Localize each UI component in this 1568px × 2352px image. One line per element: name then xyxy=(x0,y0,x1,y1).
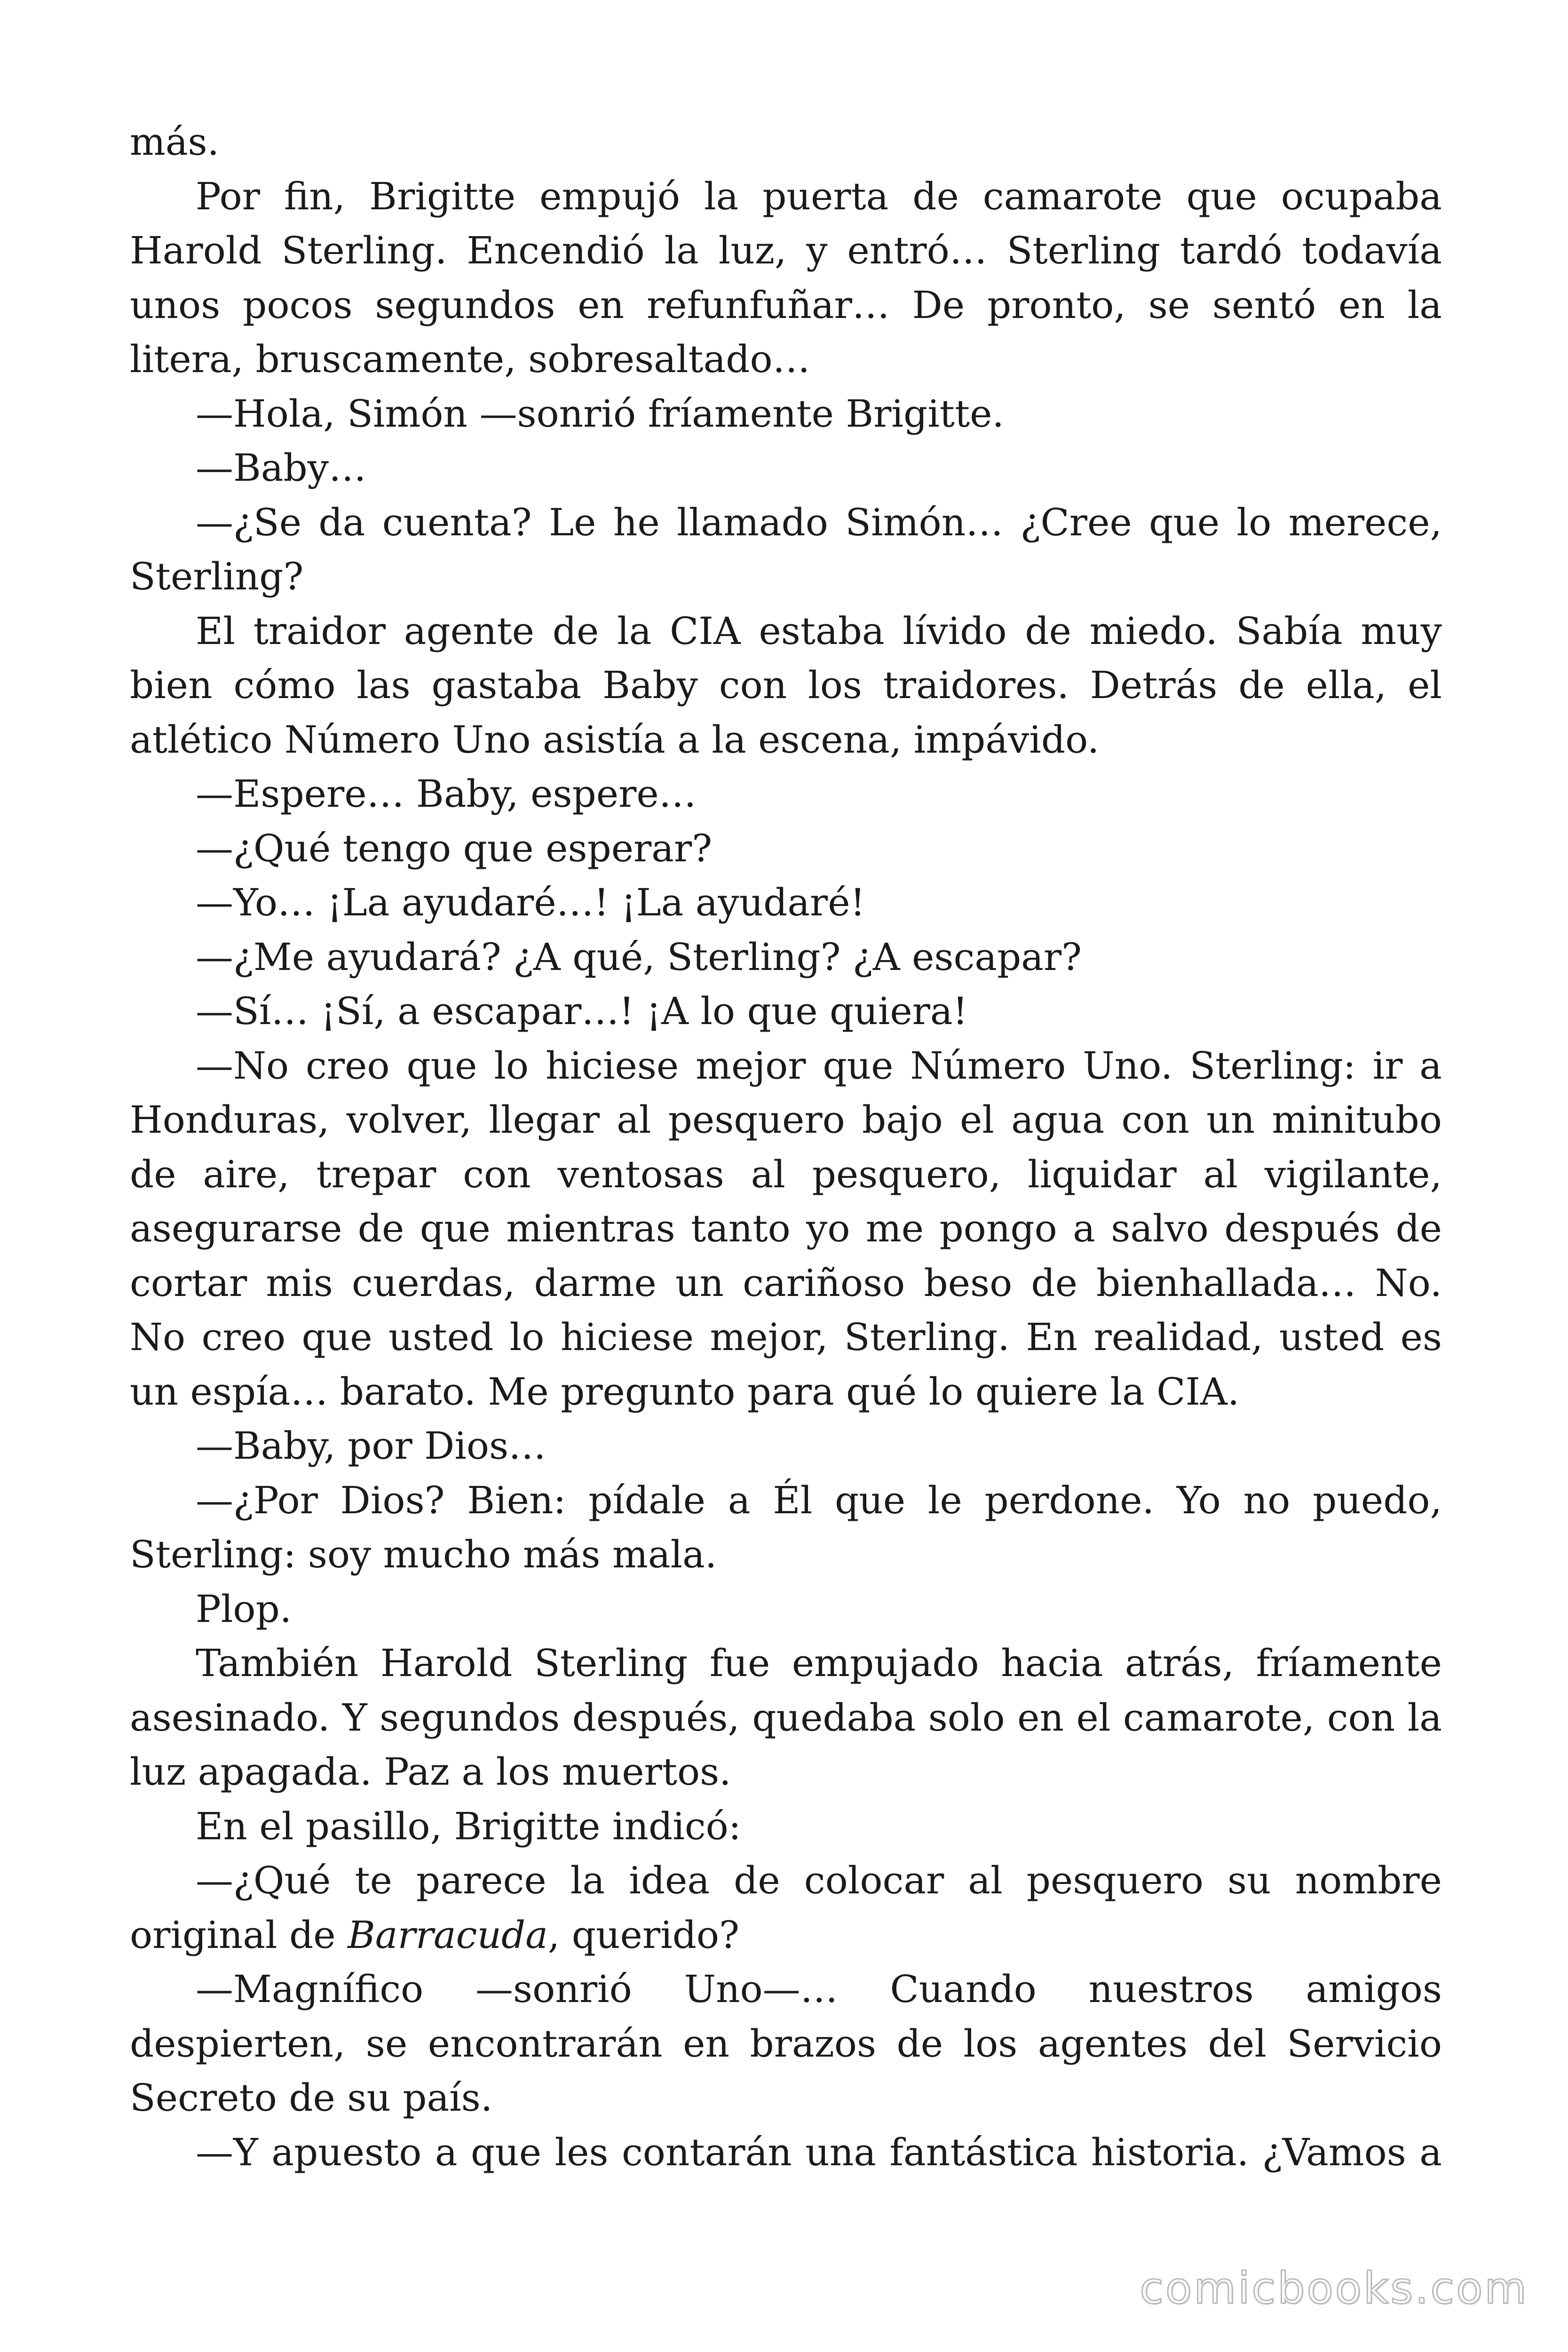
paragraph: —Espere… Baby, espere… xyxy=(196,772,697,816)
paragraph-with-italic xyxy=(130,1853,1442,1962)
italic-ship-name: Barracuda xyxy=(348,1913,548,1957)
paragraph-text-before: —¿Qué te parece la idea de colocar al pesquero su nombre original de xyxy=(130,1859,1442,1957)
paragraph: —Hola, Simón —sonrió fríamente Brigitte. xyxy=(196,391,1004,436)
paragraph: —¿Por Dios? Bien: pídale a Él que le perdone. Yo no puedo, Sterling: soy mucho más mala. xyxy=(130,1478,1442,1576)
paragraph: También Harold Sterling fue empujado hacia atrás, fríamente asesinado. Y segundos después, quedaba solo en el camarote, con la luz apagada. Paz a los muertos. xyxy=(130,1641,1442,1794)
paragraph-text-after: , querido? xyxy=(547,1913,739,1957)
paragraph: —Baby, por Dios… xyxy=(196,1424,546,1468)
paragraph: —Baby… xyxy=(196,446,366,490)
paragraph: —Sí… ¡Sí, a escapar…! ¡A lo que quiera! xyxy=(196,989,968,1033)
watermark-logo: comicbooks.com xyxy=(1140,2263,1528,2313)
paragraph: más. xyxy=(130,120,220,164)
paragraph: —¿Se da cuenta? Le he llamado Simón… ¿Cree que lo merece, Sterling? xyxy=(130,500,1442,598)
paragraph: —Yo… ¡La ayudaré…! ¡La ayudaré! xyxy=(196,881,865,924)
paragraph: —Magnífico —sonrió Uno—… Cuando nuestros amigos despierten, se encontrarán en brazos de los agentes del Servicio Secreto de su país. xyxy=(130,1967,1442,2120)
page-body-text xyxy=(130,115,1442,2179)
paragraph: Plop. xyxy=(196,1587,292,1631)
paragraph: —¿Qué tengo que esperar? xyxy=(196,826,713,870)
paragraph: —¿Me ayudará? ¿A qué, Sterling? ¿A escapar? xyxy=(196,935,1082,979)
paragraph: —No creo que lo hiciese mejor que Número Uno. Sterling: ir a Honduras, volver, llegar al pesquero bajo el agua con un minitubo de aire, trepar con ventosas al pesquero, liquidar al vigilante, asegurarse de que mientras tanto yo me pongo a salvo después de cortar mis cuerdas, darme un cariñoso beso de bienhallada… No. No creo que usted lo hiciese mejor, Sterling. En realidad, usted es un espía… barato. Me pregunto para qué lo quiere la CIA. xyxy=(130,1043,1442,1414)
paragraph: El traidor agente de la CIA estaba lívido de miedo. Sabía muy bien cómo las gastaba Baby con los traidores. Detrás de ella, el atlético Número Uno asistía a la escena, impávido. xyxy=(130,609,1442,762)
paragraph: Por fin, Brigitte empujó la puerta de camarote que ocupaba Harold Sterling. Encendió la luz, y entró… Sterling tardó todavía unos pocos segundos en refunfuñar… De pronto, se sentó en la litera, bruscamente, sobresaltado… xyxy=(130,174,1442,381)
paragraph: En el pasillo, Brigitte indicó: xyxy=(196,1804,741,1848)
paragraph-continues: —Y apuesto a que les contarán una fantástica historia. ¿Vamos a xyxy=(196,2130,1442,2174)
